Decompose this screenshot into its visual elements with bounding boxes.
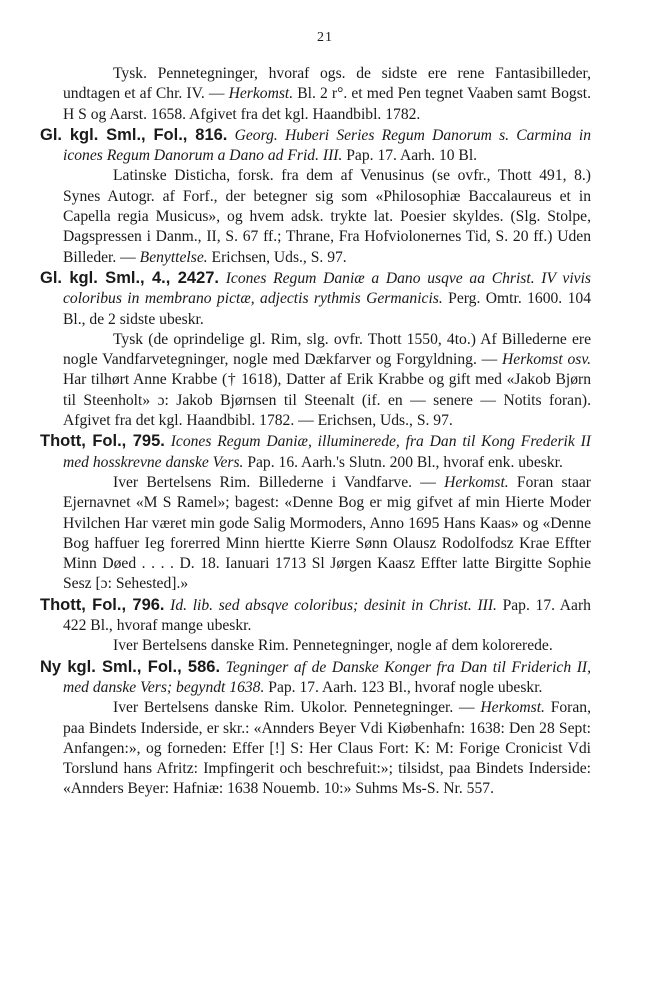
italic-run: Herkomst osv. xyxy=(502,351,591,369)
text-run xyxy=(219,270,226,287)
entry-shelfmark: Thott, Fol., 795. xyxy=(40,432,165,451)
italic-run: Herkomst. xyxy=(444,473,509,491)
entry-shelfmark: Gl. kgl. Sml., 4., 2427. xyxy=(40,268,220,287)
entry-title: Icones Regum Daniæ a Dano usqve aa Christ. IV vivis coloribus in membrano pictæ, adjectis rythmis Germanicis. xyxy=(63,269,592,308)
paragraph xyxy=(63,166,591,267)
text-run: Har tilhørt Anne Krabbe († 1618), Datter af Erik Krabbe og gift med «Jakob Bjørn til Steenholt» ɔ: Jakob Bjørnsen til Steenalt (if. en — senere — Notits foran). Afgivet fra det kgl. Haandbibl. 1782. — Erichsen, Uds., S. 97. xyxy=(63,371,591,430)
paragraph xyxy=(63,636,591,656)
italic-run: Benyttelse. xyxy=(139,248,208,266)
text-run: Pap. 17. Aarh. 10 Bl. xyxy=(342,147,478,165)
paragraph xyxy=(63,330,591,431)
entry-title: Icones Regum Daniæ, illuminerede, fra Dan til Kong Frederik II med hosskrevne danske Vers. xyxy=(63,433,591,471)
text-run xyxy=(227,127,234,144)
paragraph xyxy=(63,473,591,595)
text-run: Latinske Disticha, forsk. fra dem af Venusinus (se ovfr., Thott 491, 8.) Synes Autogr. af Forf., der betegner sig som «Philosophiæ Baccalaureus et in Capella regia Musicus», og hvem adsk. trykte lat. Poesier skyldes. (Slg. Stolpe, Dagspressen i Danm., II, S. 67 ff.; Thrane, Fra Hofviolonernes Tid, S. 20 ff.) Uden Billeder. — xyxy=(63,167,591,266)
text-run: Pap. 16. Aarh.'s Slutn. 200 Bl., hvoraf enk. ubeskr. xyxy=(243,453,563,471)
text-run: Tysk. Pennetegninger, hvoraf ogs. de sidste ere rene Fantasibilleder, undtagen et af Chr. IV. — xyxy=(63,65,591,103)
paragraph xyxy=(63,698,591,799)
text-run: Pap. 17. Aarh. 123 Bl., hvoraf nogle ubeskr. xyxy=(264,678,543,696)
page-number: 21 xyxy=(317,30,333,45)
text-run: Erichsen, Uds., S. 97. xyxy=(207,248,347,266)
text-run: Bl. 2 r°. et med Pen tegnet Vaaben samt Bogst. H S og Aarst. 1658. Afgivet fra det kgl. Haandbibl. 1782. xyxy=(63,85,591,123)
entry-title: Georg. Huberi Series Regum Danorum s. Carmina in icones Regum Danorum a Dano ad Frid. III. xyxy=(63,126,592,165)
catalog-entry xyxy=(40,125,592,167)
text-run: Tysk (de oprindelige gl. Rim, slg. ovfr. Thott 1550, 4to.) Af Billederne ere nogle Vandfarvetegninger, nogle med Dækfarver og Forgyldning. — xyxy=(63,330,591,369)
catalog-entry xyxy=(40,657,592,699)
catalog-entry xyxy=(40,268,592,330)
text-run: Pap. 17. Aarh 422 Bl., hvoraf mange ubeskr. xyxy=(63,596,591,635)
entry-title: Tegninger af de Danske Konger fra Dan til Friderich II, med danske Vers; begyndt 1638. xyxy=(63,658,592,696)
paragraph xyxy=(63,64,591,125)
entry-shelfmark: Gl. kgl. Sml., Fol., 816. xyxy=(40,125,228,144)
entry-shelfmark: Thott, Fol., 796. xyxy=(40,595,165,614)
catalog-text xyxy=(40,64,592,800)
text-run: Iver Bertelsens danske Rim. Ukolor. Pennetegninger. — xyxy=(113,699,481,717)
italic-run: Herkomst. xyxy=(480,699,545,717)
text-run: Foran staar Ejernavnet «M S Ramel»; bagest: «Denne Bog er mig gifvet af min Hierte Moder Hvilchen Har været min gode Salig Mormoders, Anno 1695 Hans Kaas» og «Denne Bog haffuer Ieg forerred Minn hiertte Kierre Sønn Olausz Rodolfodsz Krae Effter Minn Døed . . . . D. 18. Ianuari 1713 Sl Jørgen Kaasz Effter latte Birgitte Sophie Sesz [ɔ: Sehested].» xyxy=(63,473,591,593)
entry-title: Id. lib. sed absqve coloribus; desinit in Christ. III. xyxy=(170,596,497,614)
catalog-entry xyxy=(40,595,591,637)
entry-shelfmark: Ny kgl. Sml., Fol., 586. xyxy=(40,657,221,676)
italic-run: Herkomst. xyxy=(228,85,294,103)
text-run: Foran, paa Bindets Inderside, er skr.: «Annders Beyer Vdi Kiøbenhafn: 1638: Den 28 Sept: Anfangen:», og forneden: Effer [!] S: Her Claus Fort: K: M: Forige Cronicist Vdi Torslund hans Afritz: Impfingerit och beschrefuit:»; tilsidst, paa Bindets Inderside: «Annders Beyer: Hafniæ: 1638 Nouemb. 10:» Suhms Ms-S. Nr. 557. xyxy=(63,699,591,798)
text-run: Iver Bertelsens Rim. Billederne i Vandfarve. — xyxy=(113,473,445,491)
text-run: Perg. Omtr. 1600. 104 Bl., de 2 sidste ubeskr. xyxy=(63,290,591,328)
catalog-entry xyxy=(40,431,591,473)
text-run: Iver Bertelsens danske Rim. Pennetegninger, nogle af dem kolorerede. xyxy=(113,637,553,655)
